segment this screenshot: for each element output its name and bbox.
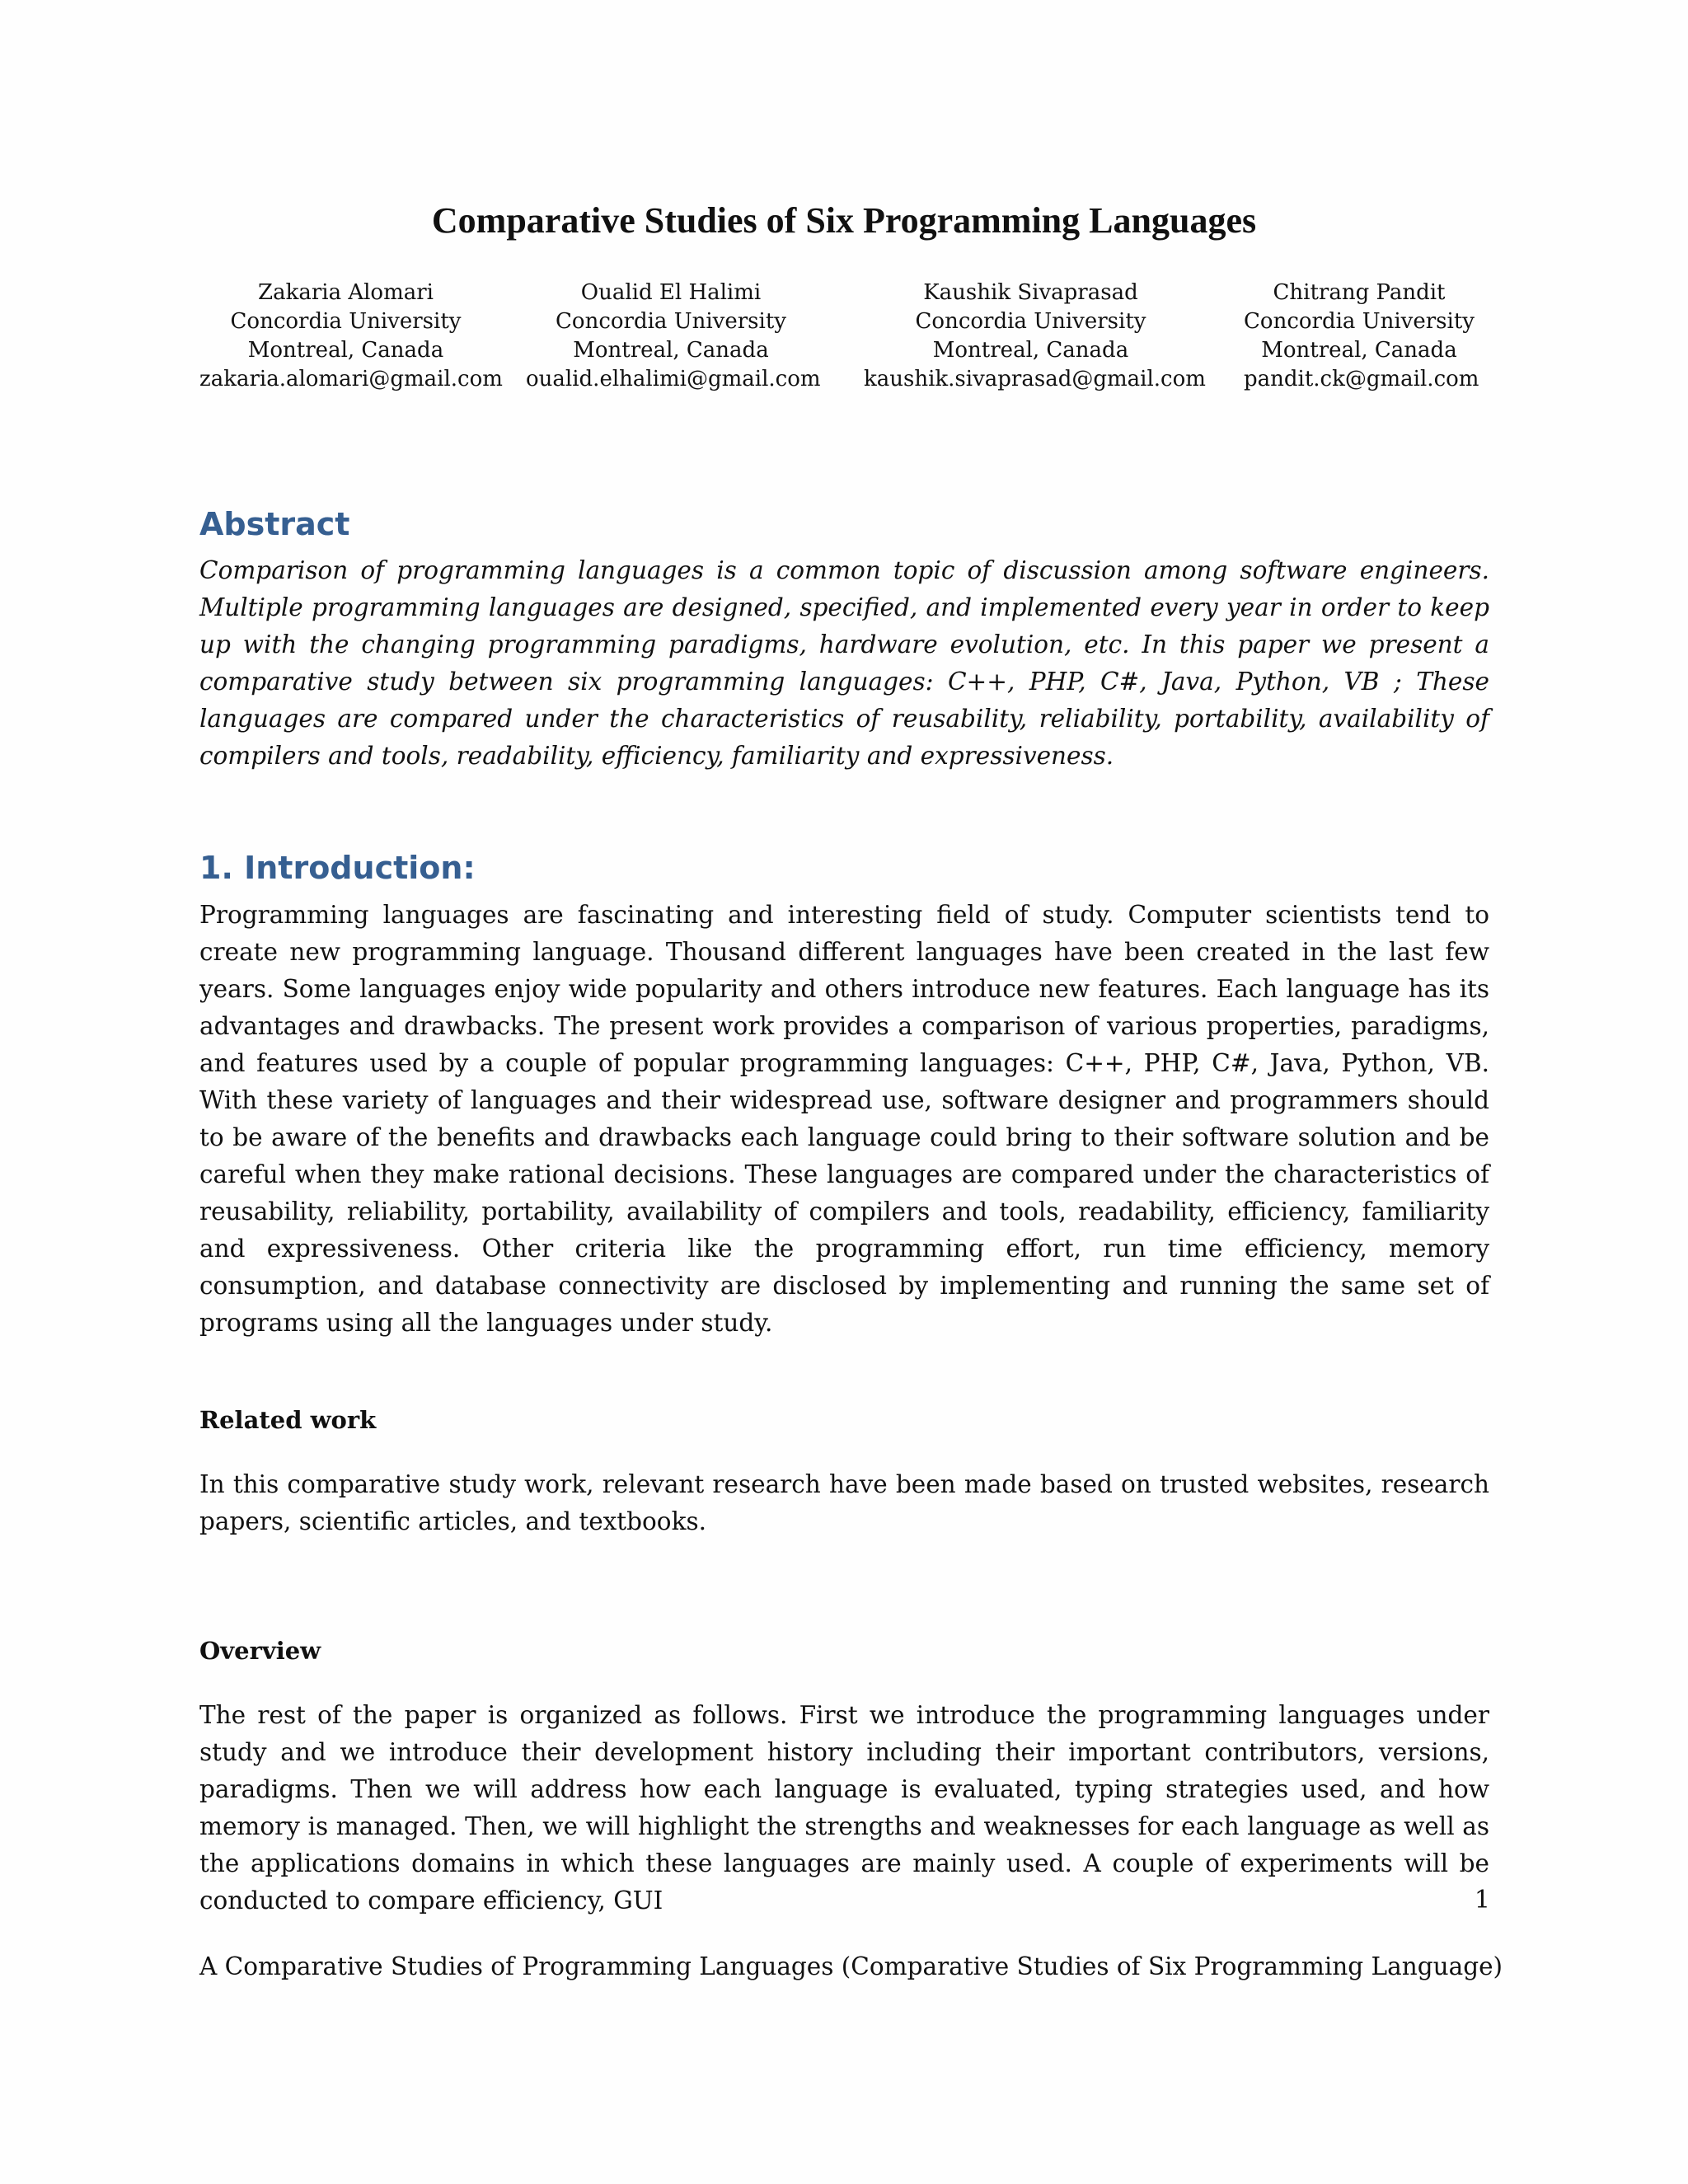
author-name: Zakaria Alomari — [258, 280, 434, 305]
author-4 — [1244, 279, 1479, 394]
author-affiliation: Concordia University — [230, 309, 462, 334]
author-3 — [864, 279, 1206, 394]
author-name: Chitrang Pandit — [1273, 280, 1446, 305]
abstract-text: Comparison of programming languages is a common topic of discussion among software engineers. Multiple programming languages are designed, specified, and implemented every year in order to keep up with the changing programming paradigms, hardware evolution, etc. In this paper we present a comparative study between six programming languages: C++, PHP, C#, Java, Python, VB ; These languages are compared under the characteristics of reusability, reliability, portability, availability of compilers and tools, readability, efficiency, familiarity and expressiveness. — [199, 556, 1489, 770]
author-email: kaushik.sivaprasad@gmail.com — [864, 367, 1206, 391]
author-1 — [199, 279, 503, 394]
author-name: Oualid El Halimi — [580, 280, 762, 305]
author-block — [0, 279, 1688, 394]
page-number: 1 — [1474, 1886, 1490, 1915]
author-location: Montreal, Canada — [932, 338, 1129, 363]
author-name: Kaushik Sivaprasad — [923, 280, 1138, 305]
abstract-heading: Abstract — [199, 506, 350, 542]
author-location: Montreal, Canada — [1261, 338, 1457, 363]
page-footer: A Comparative Studies of Programming Languages (Comparative Studies of Six Programming Language) — [199, 1952, 1503, 1980]
author-email: oualid.elhalimi@gmail.com — [526, 367, 821, 391]
author-2 — [526, 279, 821, 394]
author-affiliation: Concordia University — [556, 309, 786, 334]
author-location: Montreal, Canada — [247, 338, 444, 363]
author-affiliation: Concordia University — [1244, 309, 1475, 334]
author-email: pandit.ck@gmail.com — [1244, 367, 1479, 391]
introduction-text: Programming languages are fascinating and interesting field of study. Computer scientists tend to create new programming language. Thousand different languages have been created in the last few years. Some languages enjoy wide popularity and others introduce new features. Each language has its advantages and drawbacks. The present work provides a comparison of various properties, paradigms, and features used by a couple of popular programming languages: C++, PHP, C#, Java, Python, VB. With these variety of languages and their widespread use, software designer and programmers should to be aware of the benefits and drawbacks each language could bring to their software solution and be careful when they make rational decisions. These languages are compared under the characteristics of reusability, reliability, portability, availability of compilers and tools, readability, efficiency, familiarity and expressiveness. Other criteria like the programming effort, run time efficiency, memory consumption, and database connectivity are disclosed by implementing and running the same set of programs using all the languages under study. — [199, 901, 1489, 1337]
introduction-heading: 1. Introduction: — [199, 850, 476, 886]
author-email: zakaria.alomari@gmail.com — [199, 367, 503, 391]
related-work-text: In this comparative study work, relevant research have been made based on trusted websites, research papers, scientific articles, and textbooks. — [199, 1470, 1489, 1535]
author-location: Montreal, Canada — [573, 338, 769, 363]
author-affiliation: Concordia University — [915, 309, 1146, 334]
related-work-heading: Related work — [199, 1406, 377, 1434]
overview-heading: Overview — [199, 1637, 321, 1665]
paper-title: Comparative Studies of Six Programming Languages — [431, 200, 1257, 241]
overview-text: The rest of the paper is organized as follows. First we introduce the programming languages under study and we introduce their development history including their important contributors, versions, paradigms. Then we will address how each language is evaluated, typing strategies used, and how memory is managed. Then, we will highlight the strengths and weaknesses for each language as well as the applications domains in which these languages are mainly used. A couple of experiments will be conducted to compare efficiency, GUI — [199, 1701, 1489, 1915]
